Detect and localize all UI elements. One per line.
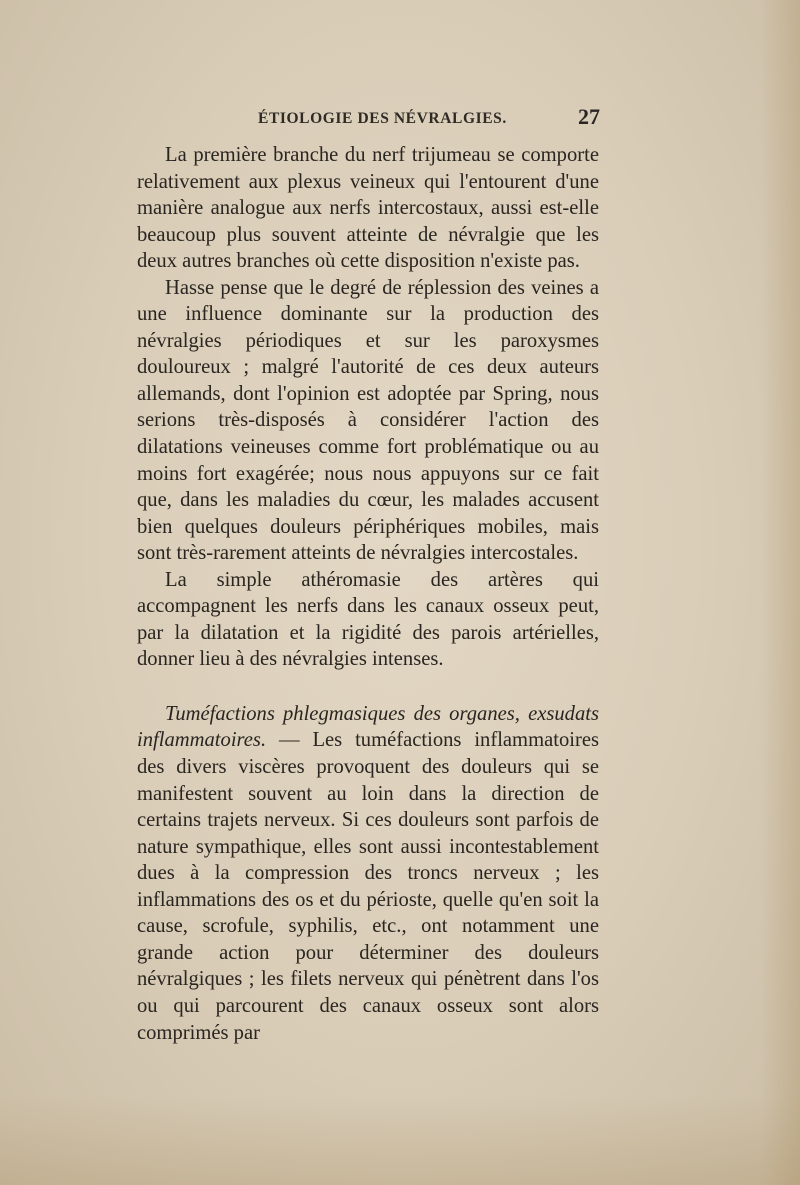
page-bottom-shadow [0,1095,800,1185]
body-text [137,142,599,1046]
section-heading: Tuméfactions phlegmasiques des organes, exsudats inflammatoires. [137,702,599,752]
paragraph-4-text: — Les tuméfactions inflammatoires des divers viscères provoquent des douleurs qui se manifestent souvent au loin dans la direction de certains trajets nerveux. Si ces douleurs sont parfois de nature sympathique, elles sont aussi incontestablement dues à la compression des troncs nerveux ; les inflammations des os et du périoste, quelle qu'en soit la cause, scrofule, syphilis, etc., ont notamment une grande action pour déterminer des douleurs névralgiques ; les filets nerveux qui pénètrent dans l'os ou qui parcourent des canaux osseux sont alors comprimés par [137,729,599,1044]
paragraph-3: La simple athéromasie des artères qui accompagnent les nerfs dans les canaux osseux peut, par la dilatation et la rigidité des parois artérielles, donner lieu à des névralgies intenses. [137,568,599,671]
paragraph-4 [137,701,599,1046]
page-header [138,104,600,134]
running-title: ÉTIOLOGIE DES NÉVRALGIES. [258,110,507,127]
paragraph-2: Hasse pense que le degré de réplession des veines a une influence dominante sur la production des névralgies périodiques et sur les paroxysmes douloureux ; malgré l'autorité de ces deux auteurs allemands, dont l'opinion est adoptée par Spring, nous serions très-disposés à considérer l'action des dilatations veineuses comme fort problématique ou au moins fort exagérée; nous nous appuyons sur ce fait que, dans les maladies du cœur, les malades accusent bien quelques douleurs périphériques mobiles, mais sont très-rarement atteints de névralgies intercostales. [137,276,599,565]
page-edge-shadow [760,0,800,1185]
section-gap [137,673,599,701]
paragraph-1: La première branche du nerf trijumeau se comporte relativement aux plexus veineux qui l'entourent d'une manière analogue aux nerfs intercostaux, aussi est-elle beaucoup plus souvent atteinte de névralgie que les deux autres branches où cette disposition n'existe pas. [137,144,599,273]
page-number: 27 [578,104,600,129]
